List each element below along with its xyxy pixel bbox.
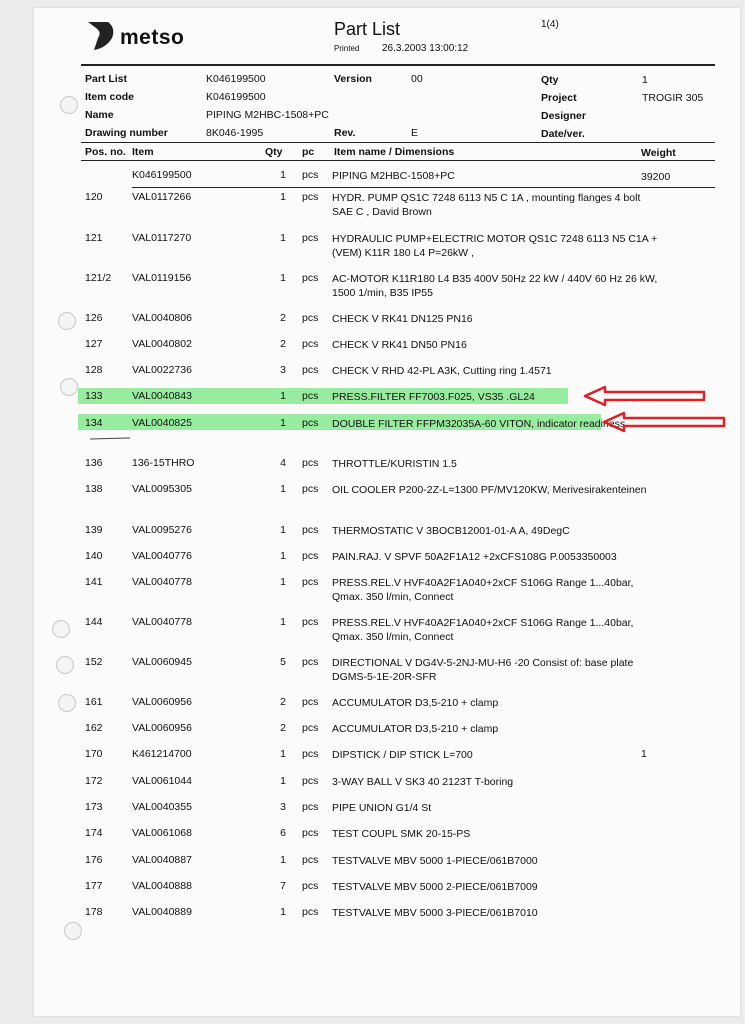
row-pc: pcs	[302, 827, 319, 839]
col-pc: pc	[302, 146, 315, 158]
item-code-label: Item code	[85, 91, 135, 103]
row-pc: pcs	[302, 524, 319, 536]
row-qty: 3	[280, 801, 286, 813]
row-item: VAL0040802	[132, 338, 192, 350]
row-name: HYDR. PUMP QS1C 7248 6113 N5 C 1A , mounting flanges 4 bolt SAE C , David Brown	[332, 192, 641, 218]
col-weight: Weight	[641, 147, 676, 159]
row-pos: 161	[85, 696, 103, 708]
row-pc: pcs	[302, 232, 319, 244]
row-qty: 2	[280, 338, 286, 350]
row-qty: 7	[280, 880, 286, 892]
row-item: VAL0060945	[132, 656, 192, 668]
row-pc: pcs	[302, 417, 319, 429]
project-value: TROGIR 305	[642, 92, 704, 104]
punch-hole	[56, 656, 74, 674]
item-code-value: K046199500	[206, 91, 266, 103]
row-pos: 138	[85, 483, 103, 495]
row-weight: 1	[641, 748, 647, 760]
row-pos: 141	[85, 576, 103, 588]
row-item: VAL0060956	[132, 722, 192, 734]
part-list-label: Part List	[85, 73, 128, 85]
row-item: VAL0040843	[132, 390, 192, 402]
row-pos: 133	[85, 390, 103, 402]
row-qty: 1	[280, 483, 286, 495]
row-item: VAL0040889	[132, 906, 192, 918]
drawing-number-label: Drawing number	[85, 127, 168, 139]
col-qty: Qty	[265, 146, 283, 158]
project-label: Project	[541, 92, 577, 104]
qty-label: Qty	[541, 74, 559, 86]
row-item: VAL0022736	[132, 364, 192, 376]
row-pc: pcs	[302, 550, 319, 562]
designer-label: Designer	[541, 110, 586, 122]
row-pc: pcs	[302, 191, 319, 203]
row-pc: pcs	[302, 656, 319, 668]
row-pc: pcs	[302, 272, 319, 284]
row-pc: pcs	[302, 906, 319, 918]
row-pos: 139	[85, 524, 103, 536]
row-pc: pcs	[302, 390, 319, 402]
row-pc: pcs	[302, 576, 319, 588]
row-item: VAL0060956	[132, 696, 192, 708]
row-pos: 170	[85, 748, 103, 760]
row-pos: 176	[85, 854, 103, 866]
printed-label: Printed	[334, 44, 360, 53]
row-name: THERMOSTATIC V 3BOCB12001-01-A A, 49DegC	[332, 525, 570, 537]
col-pos: Pos. no.	[85, 146, 126, 158]
row-name: TESTVALVE MBV 5000 3-PIECE/061B7010	[332, 907, 538, 919]
row-qty: 3	[280, 364, 286, 376]
row-name: OIL COOLER P200-2Z-L=1300 PF/MV120KW, Merivesirakenteinen	[332, 484, 647, 496]
row-name: TESTVALVE MBV 5000 2-PIECE/061B7009	[332, 881, 538, 893]
red-arrow-icon	[604, 413, 724, 431]
row-pc: pcs	[302, 696, 319, 708]
row-name: PIPE UNION G1/4 St	[332, 802, 432, 814]
row-qty: 6	[280, 827, 286, 839]
row-item: 136-15THRO	[132, 457, 195, 469]
punch-hole	[60, 96, 78, 114]
row-pc: pcs	[302, 722, 319, 734]
row-pos: 121/2	[85, 272, 112, 284]
row-pos: 144	[85, 616, 103, 628]
row-name: THROTTLE/KURISTIN 1.5	[332, 458, 457, 470]
row-pc: pcs	[302, 775, 319, 787]
row-qty: 2	[280, 722, 286, 734]
row-name: PRESS.REL.V HVF40A2F1A040+2xCF S106G Range 1...40bar, Qmax. 350 l/min, Connect	[332, 577, 634, 603]
row-qty: 2	[280, 312, 286, 324]
row-name: 3-WAY BALL V SK3 40 2123T T-boring	[332, 776, 514, 788]
row-qty: 1	[280, 390, 286, 402]
row-qty: 1	[280, 775, 286, 787]
row-name: PRESS.FILTER FF7003.F025, VS35 .GL24	[332, 391, 535, 403]
row-qty: 1	[280, 854, 286, 866]
row-qty: 1	[280, 906, 286, 918]
annotation-arrows	[34, 8, 740, 1016]
row-weight: 39200	[641, 171, 671, 183]
row-pos: 152	[85, 656, 103, 668]
qty-value: 1	[642, 74, 648, 86]
red-arrow-icon	[585, 387, 704, 405]
row-name: PRESS.REL.V HVF40A2F1A040+2xCF S106G Range 1...40bar, Qmax. 350 l/min, Connect	[332, 617, 634, 643]
row-name: CHECK V RK41 DN125 PN16	[332, 313, 473, 325]
punch-hole	[58, 312, 76, 330]
row-qty: 1	[280, 550, 286, 562]
row-qty: 1	[280, 232, 286, 244]
printed-timestamp: 26.3.2003 13:00:12	[382, 43, 469, 54]
row-name: CHECK V RK41 DN50 PN16	[332, 339, 467, 351]
row-pc: pcs	[302, 616, 319, 628]
row-pc: pcs	[302, 457, 319, 469]
row-pos: 173	[85, 801, 103, 813]
row-item: VAL0040806	[132, 312, 192, 324]
col-item: Item	[132, 146, 154, 158]
row-item: VAL0040887	[132, 854, 192, 866]
row-item: VAL0040778	[132, 616, 192, 628]
row-item: VAL0061044	[132, 775, 192, 787]
row-item: VAL0061068	[132, 827, 192, 839]
part-list-value: K046199500	[206, 73, 266, 85]
row-qty: 1	[280, 169, 286, 181]
version-value: 00	[411, 73, 423, 85]
row-name: TESTVALVE MBV 5000 1-PIECE/061B7000	[332, 855, 538, 867]
row-pos: 177	[85, 880, 103, 892]
row-item: VAL0119156	[132, 272, 192, 284]
row-pos: 121	[85, 232, 103, 244]
row-pos: 127	[85, 338, 103, 350]
row-name: CHECK V RHD 42-PL A3K, Cutting ring 1.4571	[332, 365, 552, 377]
row-item: VAL0117270	[132, 232, 192, 244]
row-pc: pcs	[302, 748, 319, 760]
punch-hole	[60, 378, 78, 396]
row-pos: 140	[85, 550, 103, 562]
row-pc: pcs	[302, 338, 319, 350]
name-value: PIPING M2HBC-1508+PC	[206, 109, 329, 121]
row-name: DIRECTIONAL V DG4V-5-2NJ-MU-H6 -20 Consist of: base plate DGMS-5-1E-20R-SFR	[332, 657, 634, 683]
row-name: HYDRAULIC PUMP+ELECTRIC MOTOR QS1C 7248 6113 N5 C1A + (VEM) K11R 180 L4 P=26kW ,	[332, 233, 658, 259]
row-pc: pcs	[302, 801, 319, 813]
name-label: Name	[85, 109, 114, 121]
punch-hole	[58, 694, 76, 712]
rev-value: E	[411, 127, 419, 139]
row-name: ACCUMULATOR D3,5-210 + clamp	[332, 697, 499, 709]
row-qty: 2	[280, 696, 286, 708]
row-item: VAL0040825	[132, 417, 192, 429]
row-qty: 1	[280, 272, 286, 284]
row-pos: 162	[85, 722, 103, 734]
row-pos: 134	[85, 417, 103, 429]
row-name: ACCUMULATOR D3,5-210 + clamp	[332, 723, 499, 735]
row-pos: 136	[85, 457, 103, 469]
row-item: VAL0040355	[132, 801, 192, 813]
row-pc: pcs	[302, 880, 319, 892]
row-pos: 126	[85, 312, 103, 324]
row-item: VAL0040888	[132, 880, 192, 892]
rev-label: Rev.	[334, 127, 356, 139]
row-name: PIPING M2HBC-1508+PC	[332, 170, 455, 182]
logo-text: metso	[120, 26, 185, 49]
punch-hole	[64, 922, 82, 940]
row-qty: 1	[280, 191, 286, 203]
row-item: VAL0040778	[132, 576, 192, 588]
row-item: K461214700	[132, 748, 192, 760]
punch-hole	[52, 620, 70, 638]
row-item: K046199500	[132, 169, 192, 181]
part-list-sheet	[34, 8, 740, 1016]
row-pc: pcs	[302, 854, 319, 866]
row-pos: 174	[85, 827, 103, 839]
row-name: DOUBLE FILTER FFPM32035A-60 VITON, indicator readiness	[332, 418, 626, 430]
version-label: Version	[334, 73, 372, 85]
row-pos: 178	[85, 906, 103, 918]
row-pc: pcs	[302, 169, 319, 181]
row-item: VAL0095305	[132, 483, 192, 495]
date-label: Date/ver.	[541, 128, 585, 140]
row-qty: 4	[280, 457, 286, 469]
row-qty: 1	[280, 616, 286, 628]
page-number: 1(4)	[541, 19, 559, 30]
row-qty: 1	[280, 748, 286, 760]
row-qty: 5	[280, 656, 286, 668]
row-item: VAL0117266	[132, 191, 192, 203]
row-pc: pcs	[302, 483, 319, 495]
row-item: VAL0095276	[132, 524, 192, 536]
row-qty: 1	[280, 576, 286, 588]
row-name: PAIN.RAJ. V SPVF 50A2F1A12 +2xCFS108G P.0053350003	[332, 551, 617, 563]
row-pos: 172	[85, 775, 103, 787]
drawing-number-value: 8K046-1995	[206, 127, 264, 139]
row-pos: 128	[85, 364, 103, 376]
hand-mark	[90, 438, 130, 439]
row-pc: pcs	[302, 312, 319, 324]
col-name: Item name / Dimensions	[334, 146, 455, 158]
row-item: VAL0040776	[132, 550, 192, 562]
row-name: AC-MOTOR K11R180 L4 B35 400V 50Hz 22 kW / 440V 60 Hz 26 kW, 1500 1/min, B35 IP55	[332, 273, 658, 299]
row-qty: 1	[280, 417, 286, 429]
row-name: TEST COUPL SMK 20-15-PS	[332, 828, 471, 840]
row-pc: pcs	[302, 364, 319, 376]
page-title: Part List	[334, 19, 401, 39]
row-pos: 120	[85, 191, 103, 203]
row-name: DIPSTICK / DIP STICK L=700	[332, 749, 473, 761]
row-qty: 1	[280, 524, 286, 536]
